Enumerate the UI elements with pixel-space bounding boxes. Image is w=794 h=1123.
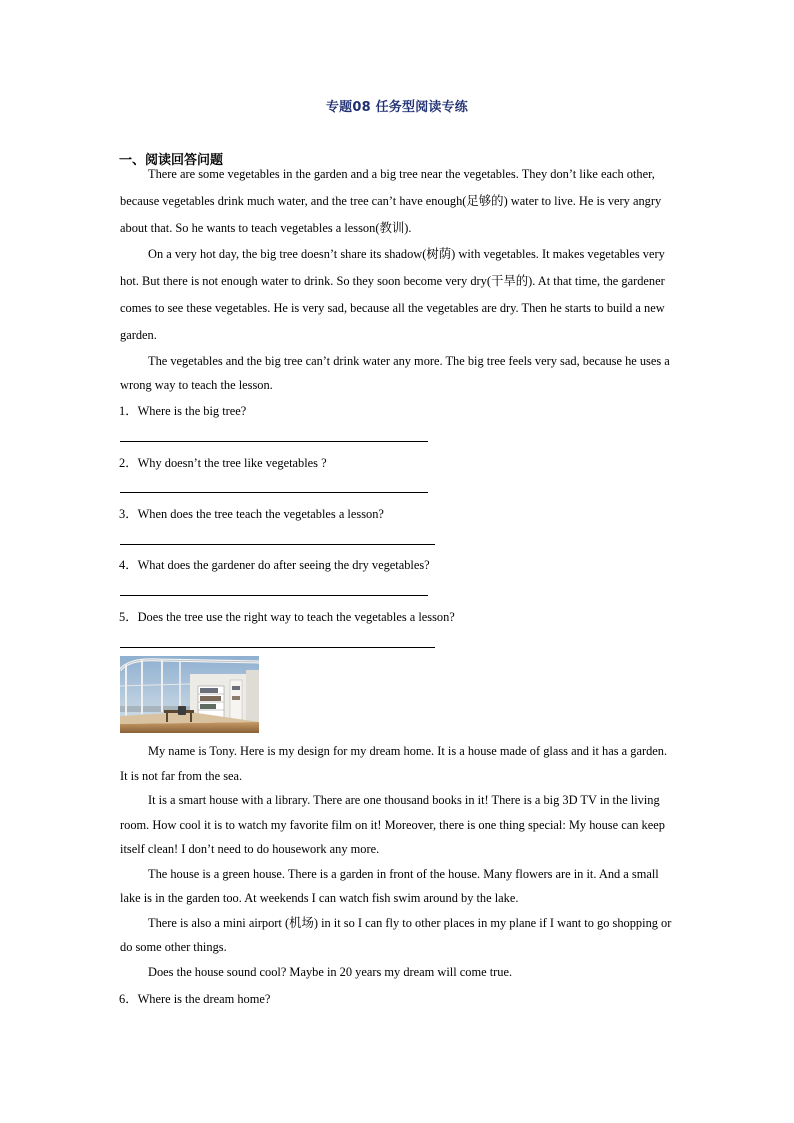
passage-2-paragraph: There is also a mini airport (机场) in it so I can fly to other places in my plane if I want to go shopping or do some other things. — [120, 915, 672, 954]
question-2: 2．Why doesn’t the tree like vegetables ? — [119, 456, 327, 470]
glass-house-photo — [120, 656, 259, 733]
section-heading: 一、阅读回答问题 — [119, 153, 224, 168]
question-5: 5．Does the tree use the right way to teach the vegetables a lesson? — [119, 610, 455, 624]
answer-line-3[interactable] — [120, 544, 435, 545]
passage-2-paragraph: The house is a green house. There is a garden in front of the house. Many flowers are in it. And a small lake is in the garden too. At weekends I can watch fish swim around by the lake. — [120, 866, 659, 905]
passage-2-paragraph: It is a smart house with a library. There are one thousand books in it! There is a big 3D TV in the living room. How cool it is to watch my favorite film on it! Moreover, there is one thing special: My house can keep itself clean! I don’t need to do housework any more. — [120, 793, 665, 856]
passage-2-paragraph: Does the house sound cool? Maybe in 20 years my dream will come true. — [148, 964, 513, 979]
page-title: 专题08 任务型阅读专练 — [325, 100, 469, 115]
question-3: 3．When does the tree teach the vegetables a lesson? — [119, 507, 384, 521]
question-4: 4．What does the gardener do after seeing the dry vegetables? — [119, 558, 430, 572]
question-1: 1．Where is the big tree? — [119, 404, 247, 418]
passage-2 — [120, 739, 676, 984]
passage-1-paragraph: The vegetables and the big tree can’t drink water any more. The big tree feels very sad, because he uses a wrong way to teach the lesson. — [120, 354, 670, 392]
answer-line-1[interactable] — [120, 441, 428, 442]
passage-1-paragraph: There are some vegetables in the garden and a big tree near the vegetables. They don’t like each other, because vegetables drink much water, and the tree can’t have enough(足够的) water to live. He is very angry about that. So he wants to teach vegetables a lesson(教训). — [120, 167, 662, 235]
question-6: 6．Where is the dream home? — [119, 992, 271, 1006]
answer-line-5[interactable] — [120, 647, 435, 648]
answer-line-4[interactable] — [120, 595, 428, 596]
answer-line-2[interactable] — [120, 492, 428, 493]
passage-1-paragraph: On a very hot day, the big tree doesn’t share its shadow(树荫) with vegetables. It makes vegetables very hot. But there is not enough water to drink. So they soon become very dry(干旱的). At that time, the gardener comes to see these vegetables. He is very sad, because all the vegetables are dry. Then he starts to build a new garden. — [120, 247, 665, 342]
passage-1 — [120, 161, 676, 397]
passage-2-paragraph: My name is Tony. Here is my design for my dream home. It is a house made of glass and it has a garden. It is not far from the sea. — [120, 744, 668, 783]
